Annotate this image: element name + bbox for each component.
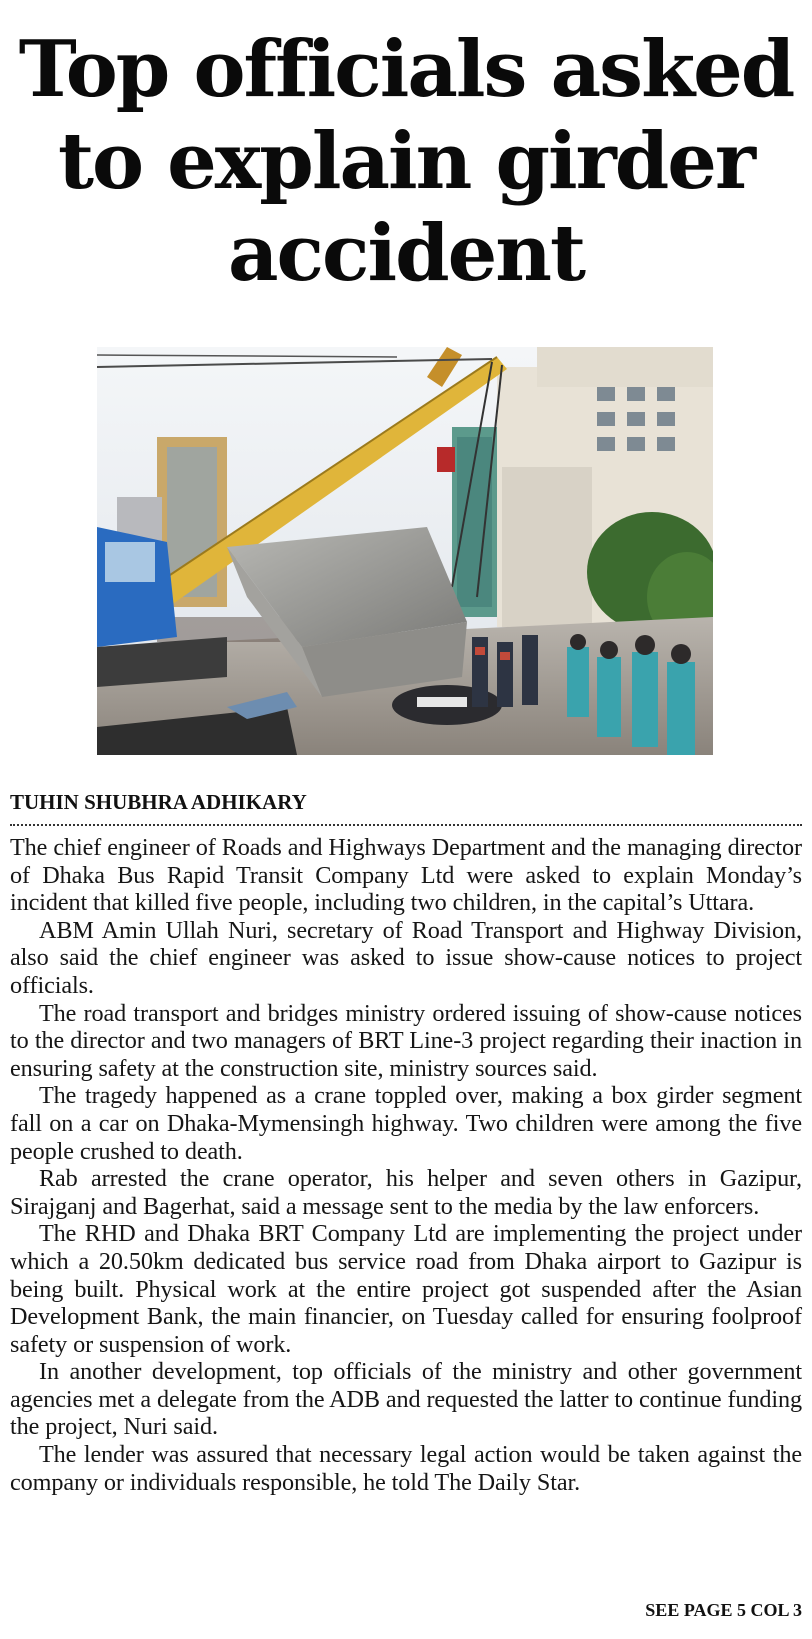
headline: Top officials asked to explain girder accident [18, 24, 794, 299]
article-paragraph: The chief engineer of Roads and Highways Department and the managing director of Dhaka Bus Rapid Transit Company Ltd were asked to explain Monday’s incident that killed five people, including two children, in the capital’s Uttara. [10, 834, 802, 917]
dotted-divider [10, 824, 802, 826]
news-photo [97, 347, 713, 755]
article-paragraph: In another development, top officials of the ministry and other government agencies met a delegate from the ADB and requested the latter to continue funding the project, Nuri said. [10, 1358, 802, 1441]
article-paragraph: Rab arrested the crane operator, his helper and seven others in Gazipur, Sirajganj and Bagerhat, said a message sent to the media by the law enforcers. [10, 1165, 802, 1220]
article-body [10, 834, 802, 1496]
article-paragraph: The road transport and bridges ministry ordered issuing of show-cause notices to the director and two managers of BRT Line-3 project regarding their inaction in ensuring safety at the construction site, ministry sources said. [10, 999, 802, 1082]
article-paragraph: The lender was assured that necessary legal action would be taken against the company or individuals responsible, he told The Daily Star. [10, 1441, 802, 1496]
crane-girder-photo-icon [97, 347, 713, 755]
article-paragraph: The RHD and Dhaka BRT Company Ltd are implementing the project under which a 20.50km dedicated bus service road from Dhaka airport to Gazipur is being built. Physical work at the entire project got suspended after the Asian Development Bank, the main financier, on Tuesday called for ensuring foolproof safety or suspension of work. [10, 1220, 802, 1358]
continuation-note: SEE PAGE 5 COL 3 [645, 1600, 802, 1620]
article-paragraph: ABM Amin Ullah Nuri, secretary of Road Transport and Highway Division, also said the chief engineer was asked to issue show-cause notices to project officials. [10, 916, 802, 999]
byline: TUHIN SHUBHRA ADHIKARY [10, 790, 307, 814]
article-paragraph: The tragedy happened as a crane toppled over, making a box girder segment fall on a car on Dhaka-Mymensingh highway. Two children were among the five people crushed to death. [10, 1082, 802, 1165]
